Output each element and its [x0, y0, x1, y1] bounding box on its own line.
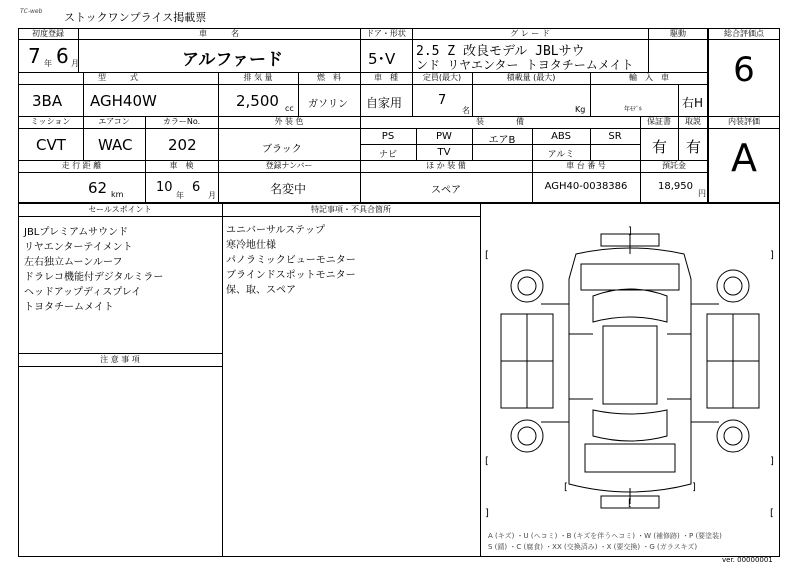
label-manual: 取説 [685, 117, 701, 126]
diagram-bracket: [ [628, 498, 632, 509]
deposit-price: 18,950 [658, 181, 693, 192]
diagram-bracket: ] [770, 250, 774, 261]
label-mission: ミッション [30, 117, 71, 126]
diagram-bracket: ] [770, 456, 774, 467]
door-type: 5･V [368, 50, 396, 68]
sales-points-heading: セールスポイント [88, 205, 152, 214]
warranty-value: 有 [652, 138, 668, 156]
inspection-month: 6 [192, 180, 201, 195]
label-import: 輸 入 車 [629, 73, 669, 82]
sales-point-item: ヘッドアップディスプレイ [24, 287, 142, 298]
inspection-month-unit: 月 [208, 191, 216, 200]
equipment-cell: SR [608, 131, 622, 142]
vehicle-damage-diagram [481, 204, 779, 528]
first-reg-year: 7 [28, 44, 41, 68]
first-reg-year-unit: 年 [44, 59, 52, 68]
overall-score: 6 [733, 50, 755, 90]
mileage-unit: km [111, 190, 124, 199]
first-reg-month: 6 [56, 44, 69, 68]
label-load: 積載量 (最大) [506, 73, 556, 82]
diagram-bracket: ] [628, 226, 632, 237]
equipment-cell: ABS [551, 131, 571, 142]
label-chassis-no: 車 台 番 号 [566, 161, 606, 170]
diagram-bracket: ] [485, 508, 489, 519]
capacity-unit: 名 [462, 106, 470, 115]
label-reg-number: 登録ナンバー [265, 161, 313, 170]
equipment-cell: エアB [488, 135, 516, 146]
label-exterior-color: 外 装 色 [274, 117, 304, 126]
version-label: ver. 00000001 [722, 556, 773, 564]
sales-point-item: リヤエンターテイメント [24, 242, 133, 253]
special-notes-heading: 特記事項・不具合箇所 [311, 205, 391, 214]
inspection-year: 10 [156, 180, 173, 195]
model-prefix: 3BA [32, 92, 63, 110]
sales-point-item: JBLプレミアムサウンド [24, 227, 129, 238]
diagram-bracket: [ [485, 456, 489, 467]
diagram-bracket: ] [692, 482, 696, 493]
first-reg-month-unit: 月 [71, 59, 79, 68]
notes-heading: 注 意 事 項 [100, 355, 140, 364]
damage-legend-line-2: S (錆) ・C (腐食) ・XX (交換済み) ・X (要交換) ・G (ガラスキズ) [488, 543, 698, 551]
label-overall-eval: 総合評価点 [724, 29, 764, 38]
damage-legend-line-1: A (キズ) ・U (ヘコミ) ・B (キズを伴うヘコミ) ・W (補修跡) ・P (要塗装) [488, 532, 722, 540]
label-grade: グ レ ー ド [510, 29, 550, 38]
load-unit: Kg [575, 105, 586, 114]
chassis-number: AGH40-0038386 [544, 181, 628, 192]
special-note-item: ブラインドスポットモニター [226, 270, 356, 281]
interior-score: A [731, 136, 757, 180]
displacement: 2,500 [236, 92, 279, 110]
car-name: アルファード [182, 50, 283, 70]
vehicle-type: 自家用 [366, 96, 403, 110]
mission-value: CVT [36, 136, 66, 154]
sales-point-item: 左右独立ムーンルーフ [24, 257, 123, 268]
equipment-cell: PS [381, 131, 395, 142]
label-model: 型 式 [98, 73, 138, 82]
label-first-reg: 初度登録 [32, 29, 64, 38]
label-car-name: 車 名 [199, 29, 239, 38]
grade-line-2: ンド リヤエンター トヨタチームメイト [416, 58, 634, 72]
equipment-cell: アルミ [547, 150, 575, 160]
color-no-value: 202 [168, 136, 197, 154]
manual-value: 有 [686, 138, 702, 156]
capacity: 7 [438, 93, 447, 108]
grade-line-1: 2.5 Z 改良モデル JBLサウ [416, 44, 585, 59]
exterior-color-value: ブラック [262, 144, 302, 155]
aircon-value: WAC [98, 136, 133, 154]
label-warranty: 保証書 [647, 117, 671, 126]
special-note-item: 保、取、スペア [226, 285, 296, 296]
special-note-item: パノラミックビューモニター [226, 255, 356, 266]
handle-position: 右H [682, 96, 704, 110]
label-drive: 駆動 [670, 29, 686, 38]
diagram-bracket: [ [485, 250, 489, 261]
model-code: AGH40W [90, 92, 157, 110]
label-vehicle-type: 車 種 [374, 73, 398, 82]
special-note-item: ユニバーサルステップ [226, 225, 325, 236]
label-interior-eval: 内装評価 [728, 117, 760, 126]
sales-point-item: トヨタチームメイト [24, 302, 114, 313]
label-fuel: 燃 料 [317, 73, 341, 82]
label-displacement: 排 気 量 [243, 73, 273, 82]
deposit-price-unit: 円 [698, 189, 706, 198]
equipment-cell: ナビ [378, 150, 397, 160]
label-color-no: カラーNo. [162, 117, 201, 126]
inspection-year-unit: 年 [176, 191, 184, 200]
registration-number: 名変中 [270, 182, 307, 196]
label-door-type: ドア・形状 [366, 29, 406, 38]
label-equipment: 装 備 [476, 117, 524, 126]
label-other-equipment: ほ か 装 備 [426, 161, 466, 170]
import-model-year-label: 年ﾓﾃﾞﾙ [624, 106, 643, 113]
label-capacity: 定員(最大) [422, 73, 462, 82]
special-note-item: 寒冷地仕様 [226, 240, 276, 251]
label-aircon: エアコン [98, 117, 130, 126]
fuel-type: ガソリン [308, 99, 348, 110]
diagram-bracket: [ [564, 482, 568, 493]
displacement-unit: cc [285, 104, 294, 113]
diagram-bracket: [ [770, 508, 774, 519]
tc-web-logo: TC-web [20, 8, 43, 15]
label-inspection: 車 検 [169, 161, 194, 170]
label-mileage: 走 行 距 離 [61, 161, 102, 170]
other-equipment-value: スペア [431, 185, 461, 196]
label-price: 預託金 [662, 161, 686, 170]
equipment-cell: PW [436, 131, 452, 142]
document-title: ストックワンプライス掲載票 [64, 11, 207, 24]
sales-point-item: ドラレコ機能付デジタルミラー [24, 272, 164, 283]
equipment-cell: TV [437, 147, 451, 158]
mileage-value: 62 [88, 179, 108, 197]
